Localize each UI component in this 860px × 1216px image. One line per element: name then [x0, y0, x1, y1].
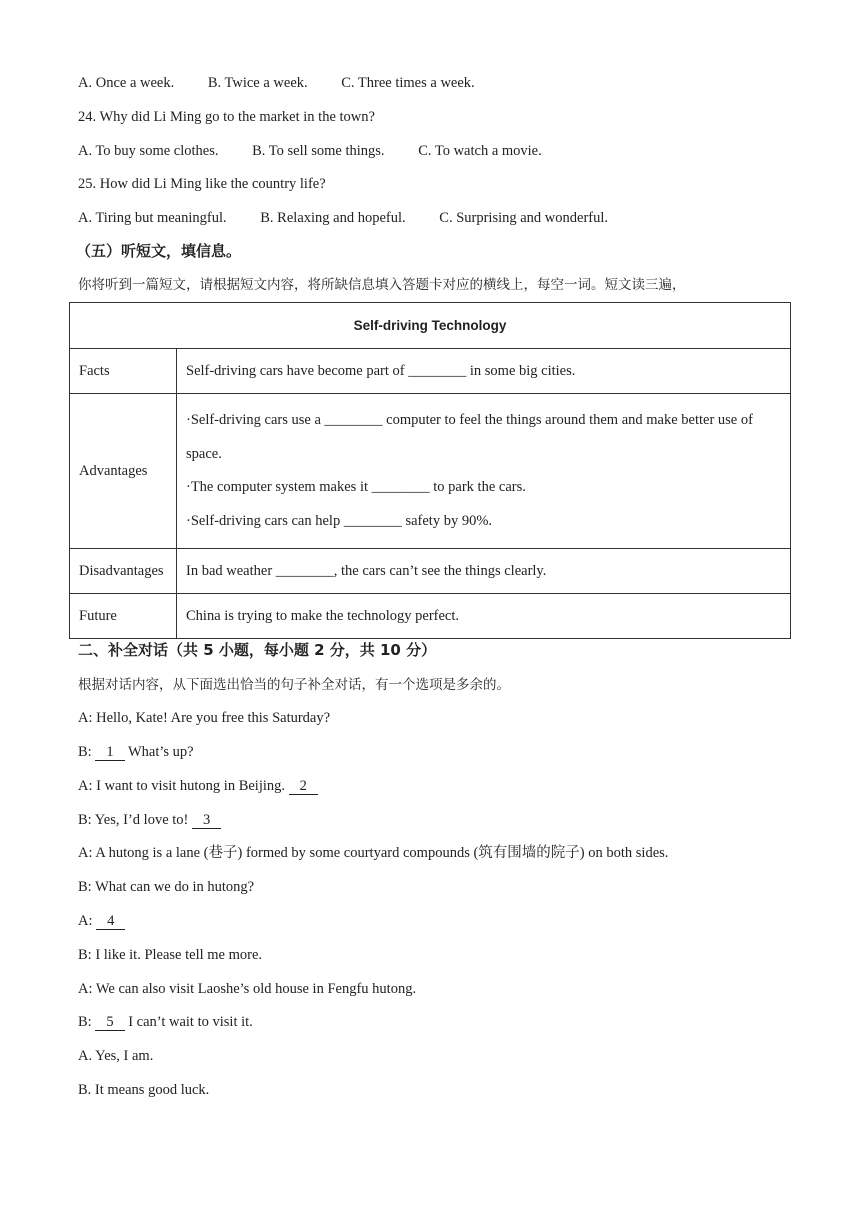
- section5-heading: （五）听短文，填信息。: [76, 242, 242, 260]
- row-label-disadvantages: Disadvantages: [70, 549, 177, 594]
- table-row-future: [70, 594, 791, 639]
- blank-2[interactable]: 2: [289, 778, 318, 795]
- part2-instruction: 根据对话内容，从下面选出恰当的句子补全对话，有一个选项是多余的。: [78, 677, 510, 693]
- dialogue-text: A:: [78, 913, 97, 929]
- q24-options: [78, 141, 542, 161]
- blank-1[interactable]: 1: [95, 744, 124, 761]
- dialogue-line-5: [78, 843, 668, 863]
- q25-option-b: B. Relaxing and hopeful.: [260, 210, 406, 226]
- row-content-disadvantages: In bad weather ________, the cars can’t see the things clearly.: [177, 549, 791, 594]
- dialogue-line-8: [78, 945, 262, 965]
- q23-option-c: C. Three times a week.: [341, 75, 475, 91]
- dialogue-text: What’s up?: [124, 744, 194, 760]
- dialogue-text: B:: [78, 1014, 96, 1030]
- part2-heading: 二、补全对话（共 5 小题，每小题 2 分，共 10 分）: [78, 641, 437, 659]
- answer-option-b: B. It means good luck.: [78, 1082, 210, 1098]
- q24-option-a: A. To buy some clothes.: [78, 143, 219, 159]
- row-content-future: China is trying to make the technology perfect.: [177, 594, 791, 639]
- row-content-advantages: [177, 394, 791, 549]
- q24-question: 24. Why did Li Ming go to the market in the town?: [78, 109, 375, 125]
- dialogue-text: A: A hutong is a lane (巷子) formed by some courtyard compounds (筑有围墙的院子) on both sides.: [78, 845, 669, 861]
- answer-option-a: A. Yes, I am.: [78, 1048, 154, 1064]
- dialogue-text: A: We can also visit Laoshe’s old house in Fengfu hutong.: [78, 981, 417, 997]
- dialogue-line-10: [78, 1012, 253, 1032]
- dialogue-text: B: I like it. Please tell me more.: [78, 947, 263, 963]
- advantage-line-2: space.: [186, 445, 222, 462]
- dialogue-line-1: [78, 708, 330, 728]
- table-row-facts: [70, 349, 791, 394]
- advantage-line-3: ·The computer system makes it ________ to park the cars.: [186, 479, 526, 495]
- section5-instruction: 你将听到一篇短文，请根据短文内容，将所缺信息填入答题卡对应的横线上，每空一词。短文读三遍，: [78, 277, 686, 293]
- q23-option-b: B. Twice a week.: [207, 75, 308, 91]
- blank-3[interactable]: 3: [192, 812, 221, 829]
- q25-option-c: C. Surprising and wonderful.: [439, 210, 609, 226]
- dialogue-text: B:: [78, 744, 96, 760]
- row-content-facts: Self-driving cars have become part of ________ in some big cities.: [177, 349, 791, 394]
- dialogue-text: A: I want to visit hutong in Beijing.: [78, 778, 289, 794]
- q23-options: [78, 73, 475, 93]
- row-label-advantages: Advantages: [70, 394, 177, 549]
- table-row-advantages: [70, 394, 791, 549]
- table-title: Self-driving Technology: [70, 303, 791, 349]
- info-table: [69, 302, 791, 639]
- q24-option-b: B. To sell some things.: [252, 143, 385, 159]
- dialogue-line-9: [78, 979, 416, 999]
- q25-question: 25. How did Li Ming like the country life?: [78, 176, 326, 192]
- blank-4[interactable]: 4: [96, 913, 125, 930]
- table-row-disadvantages: [70, 549, 791, 594]
- q25-options: [78, 208, 608, 228]
- dialogue-line-6: [78, 877, 254, 897]
- dialogue-text: B: What can we do in hutong?: [78, 879, 255, 895]
- row-label-facts: Facts: [70, 349, 177, 394]
- dialogue-text: I can’t wait to visit it.: [124, 1014, 253, 1030]
- blank-5[interactable]: 5: [95, 1014, 124, 1031]
- row-label-future: Future: [70, 594, 177, 639]
- q25-option-a: A. Tiring but meaningful.: [78, 210, 227, 226]
- dialogue-text: A: Hello, Kate! Are you free this Saturday?: [78, 710, 331, 726]
- dialogue-line-3: [78, 776, 318, 796]
- advantage-line-1: ·Self-driving cars use a ________ computer to feel the things around them and make better use of: [186, 412, 753, 428]
- dialogue-line-2: [78, 742, 194, 762]
- q23-option-a: A. Once a week.: [78, 75, 175, 91]
- dialogue-text: B: Yes, I’d love to!: [78, 812, 192, 828]
- q24-option-c: C. To watch a movie.: [418, 143, 542, 159]
- dialogue-line-7: [78, 911, 125, 931]
- advantage-line-4: ·Self-driving cars can help ________ safety by 90%.: [186, 512, 493, 529]
- dialogue-line-4: [78, 810, 221, 830]
